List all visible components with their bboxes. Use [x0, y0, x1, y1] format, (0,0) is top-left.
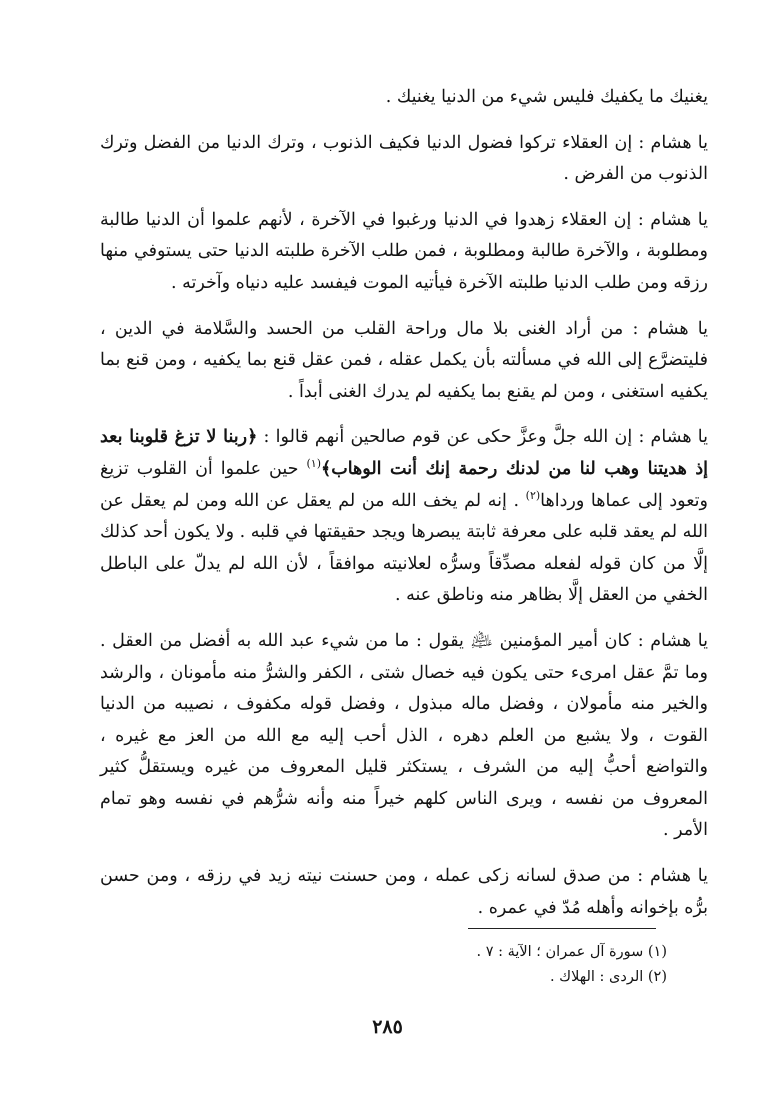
paragraph-2: يا هشام : إن العقلاء تركوا فضول الدنيا فكيف الذنوب ، وترك الدنيا من الفضل وترك الذنوب من الفرض .: [100, 132, 708, 185]
paragraph-7: يا هشام : من صدق لسانه زكى عمله ، ومن حسنت نيته زيد في رزقه ، ومن حسن برُّه بإخوانه وأهله مُدّ في عمره .: [100, 866, 708, 918]
quran-quote: ﴿ربنا لا تزغ قلوبنا بعد إذ هديتنا وهب لنا من لدنك رحمة إنك أنت الوهاب﴾: [100, 427, 708, 479]
paragraph-6: يا هشام : كان أمير المؤمنين ﵇ يقول : ما من شيء عبد الله به أفضل من العقل . وما تمَّ عقل امرىء حتى يكون فيه خصال شتى ، الكفر والشرُّ منه مأمونان ، والرشد والخير منه مأمولان ، وفضل ماله مبذول ، وفضل قوله مكفوف ، نصيبه من الدنيا القوت ، ولا يشبع من العلم دهره ، الذل أحب إليه مع الله من العز مع غيره ، والتواضع أحبُّ إليه من الشرف ، يستكثر قليل المعروف من غيره ويستقلُّ كثير المعروف من نفسه ، ويرى الناس كلهم خيراً منه وأنه شرُّهم في نفسه وهو تمام الأمر .: [100, 630, 708, 841]
page-body: [100, 82, 708, 938]
page-number: ٢٨٥: [372, 1016, 403, 1038]
paragraph-5-intro: يا هشام : إن الله جلَّ وعزَّ حكى عن قوم صالحين أنهم قالوا :: [257, 427, 708, 448]
footnote-ref-2: (٢): [525, 488, 541, 502]
footnote-2: (٢) الردى : الهلاك .: [549, 969, 667, 985]
paragraph-3: يا هشام : إن العقلاء زهدوا في الدنيا ورغبوا في الآخرة ، لأنهم علموا أن الدنيا طالبة ومطلوبة ، والآخرة طالبة ومطلوبة ، فمن طلب الآخرة طلبته الدنيا حتى يستوفي منها رزقه ومن طلب الدنيا طلبته الآخرة فيأتيه الموت فيفسد عليه دنياه وآخرته .: [100, 209, 708, 293]
footnote-divider: [468, 928, 656, 929]
paragraph-5-rest: . إنه لم يخف الله من لم يعقل عن الله ومن لم يعقل عن الله لم يعقد قلبه على معرفة ثابتة يبصرها ويجد حقيقتها في قلبه . ولا يكون أحد كذلك إلَّا من كان قوله لفعله مصدِّقاً وسرُّه لعلانيته موافقاً ، لأن الله لم يدلّ على الباطل الخفي من العقل إلَّا بظاهر منه وناطق عنه .: [100, 490, 708, 606]
footnotes: [367, 940, 667, 990]
paragraph-5-middle: حين علموا أن القلوب تزيغ وتعود إلى عماها ورداها: [100, 458, 708, 511]
paragraph-1: يغنيك ما يكفيك فليس شيء من الدنيا يغنيك .: [385, 87, 708, 107]
footnote-ref-1: (١): [306, 457, 321, 471]
paragraph-5: [100, 422, 708, 612]
footnote-1: (١) سورة آل عمران ؛ الآية : ٧ .: [476, 944, 667, 960]
paragraph-4: يا هشام : من أراد الغنى بلا مال وراحة القلب من الحسد والسَّلامة في الدين ، فليتضرَّع إلى الله في مسألته بأن يكمل عقله ، فمن عقل قنع بما يكفيه ، ومن قنع بما يكفيه استغنى ، ومن لم يقنع بما يكفيه لم يدرك الغنى أبداً .: [100, 318, 708, 402]
